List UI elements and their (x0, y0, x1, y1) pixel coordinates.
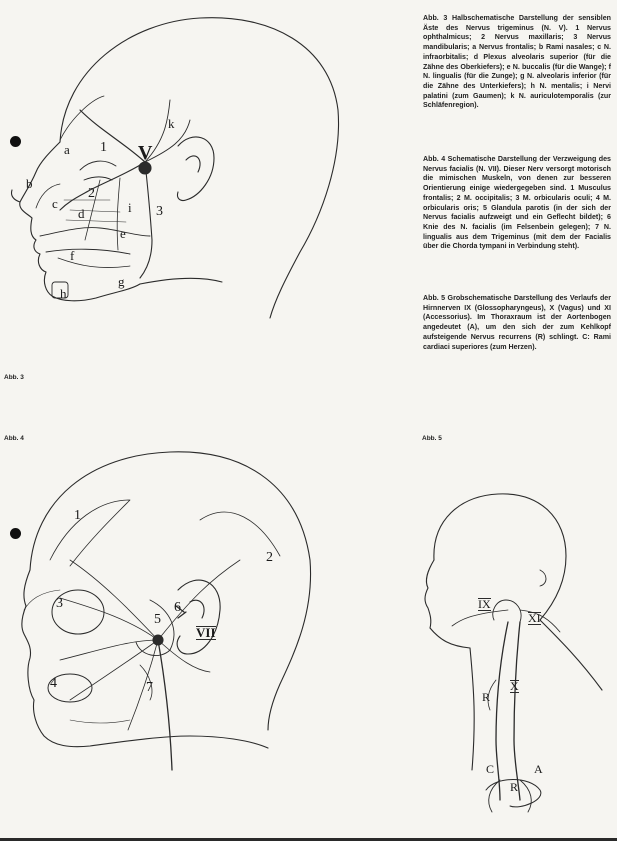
fig3-mark-1: 1 (100, 140, 107, 155)
fig5-mark-r-top: R (482, 690, 491, 704)
caption-abb5: Abb. 5 Grobschematische Darstellung des Verlaufs der Hirnnerven IX (Glossopharyngeus), X (Vagus) und XI (Accessorius). Im Thoraxraum ist der Aortenbogen angedeutet (A), um den sich der zum Kehlkopf aufsteigende Nervus recurrens (R) schlingt. C: Rami cardiaci superiores (zum Herzen). (423, 294, 611, 351)
fig3-mark-b: b (26, 176, 33, 191)
fig4-mark-6: 6 (174, 600, 181, 615)
figure-3-head-drawing (11, 18, 338, 318)
fig5-mark-x: X (510, 679, 519, 693)
fig3-mark-k: k (168, 116, 175, 131)
fig5-mark-a: A (534, 762, 543, 776)
fig4-mark-5: 5 (154, 612, 161, 627)
fig4-mark-4: 4 (50, 676, 57, 691)
fig5-mark-xi: XI (528, 611, 541, 625)
fig4-mark-2: 2 (266, 550, 273, 565)
fig5-mark-ix: IX (478, 597, 491, 611)
fig3-mark-3: 3 (156, 204, 163, 219)
fig3-mark-roman: V (138, 142, 153, 164)
fig3-mark-a: a (64, 142, 70, 157)
figure-5-head-drawing (425, 494, 602, 812)
caption-abb4: Abb. 4 Schematische Darstellung der Verzweigung des Nervus facialis (N. VII). Dieser Nerv versorgt motorisch die mimischen Muskeln, von denen zur besseren Orientierung einige wiedergegeben sind. 1 Musculus frontalis; 2 M. occipitalis; 3 M. orbicularis oculi; 4 M. orbicularis oris; 5 Glandula parotis (in der sich der Nervus facialis aufzweigt und ein Geflecht bildet); 6 Knie des N. facialis (im Felsenbein gelegen); 7 N. lingualis aus dem Trigeminus (mit dem der Facialis über die Chorda tympani in Verbindung steht). (423, 155, 611, 251)
figure-label-abb5: Abb. 5 (422, 435, 442, 442)
fig3-mark-g: g (118, 274, 125, 289)
caption-abb3: Abb. 3 Halbschematische Darstellung der sensiblen Äste des Nervus trigeminus (N. V). 1 Nervus ophthalmicus; 2 Nervus maxillaris; 3 Nervus mandibularis; a Nervus frontalis; b Rami nasales; c N. infraorbitalis; d Plexus alveolaris superior (für die Zähne des Oberkiefers); e N. buccalis (für die Wange); f N. lingualis (für die Zunge); g N. alveolaris inferior (für die Zähne des Unterkiefers); h N. mentalis; i Nervi palatini (zum Gaumen); k N. auriculotemporalis (zur Schläfenregion). (423, 14, 611, 110)
fig4-mark-3: 3 (56, 596, 63, 611)
fig5-mark-c: C (486, 762, 495, 776)
figure-4-head-drawing (22, 452, 311, 770)
fig4-mark-7: 7 (146, 680, 153, 695)
fig3-mark-e: e (120, 226, 126, 241)
fig3-mark-h: h (60, 286, 67, 301)
fig3-mark-i: i (128, 200, 132, 215)
fig3-mark-c: c (52, 196, 58, 211)
fig4-mark-roman: VII (196, 625, 216, 640)
fig5-mark-r-bottom: R (510, 780, 519, 794)
fig4-mark-1: 1 (74, 508, 81, 523)
fig3-mark-2: 2 (88, 186, 95, 201)
fig3-mark-d: d (78, 206, 85, 221)
figure-label-abb3: Abb. 3 (4, 374, 24, 381)
figure-label-abb4: Abb. 4 (4, 435, 24, 442)
fig3-mark-f: f (70, 248, 75, 263)
